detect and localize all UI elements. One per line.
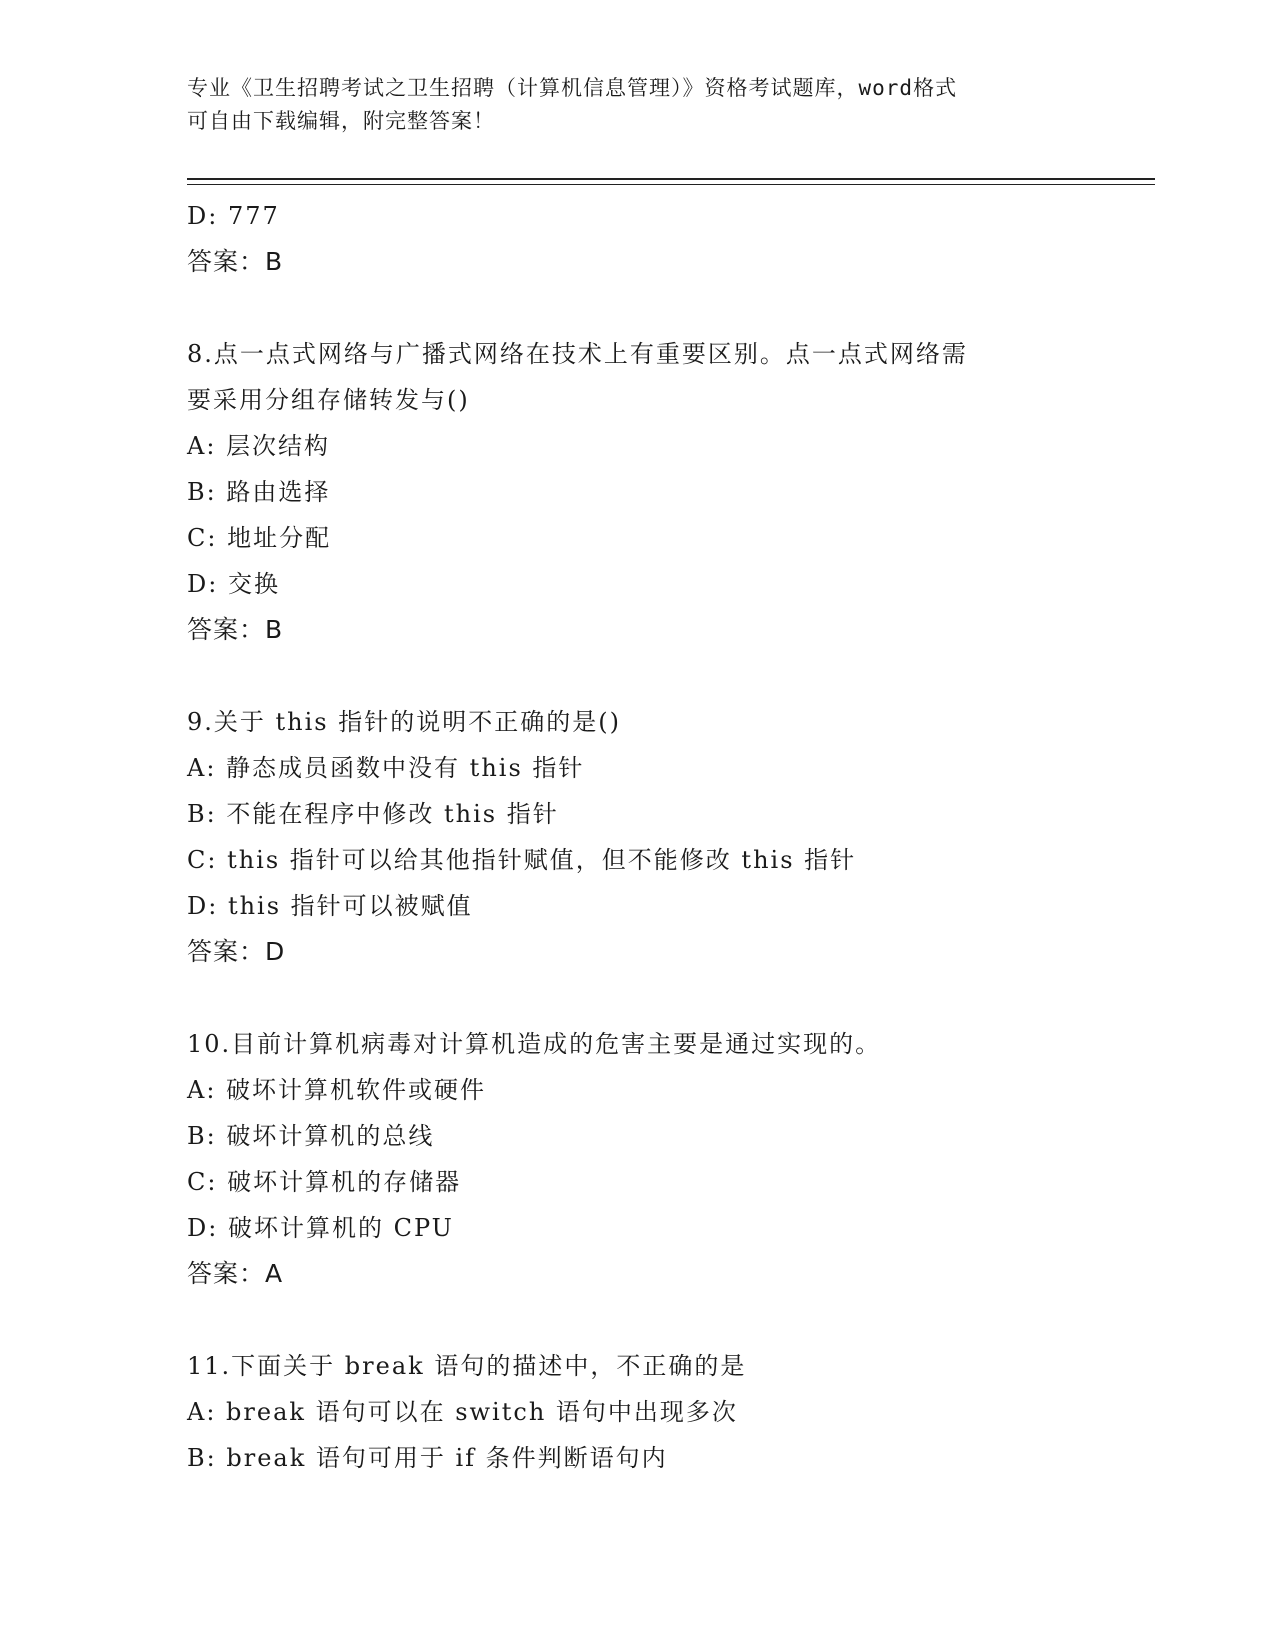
option-a: A: 破坏计算机软件或硬件: [187, 1076, 487, 1104]
question-11: [187, 1343, 1155, 1481]
document-header: [187, 72, 1087, 138]
header-divider-thin: [187, 184, 1155, 185]
option-c: C: this 指针可以给其他指针赋值，但不能修改 this 指针: [187, 846, 857, 874]
question-10: [187, 1021, 1155, 1297]
option-d: D: this 指针可以被赋值: [187, 892, 473, 920]
question-9: [187, 699, 1155, 975]
option-c: C: 破坏计算机的存储器: [187, 1168, 462, 1196]
option-b: B: break 语句可用于 if 条件判断语句内: [187, 1444, 668, 1472]
option-b: B: 路由选择: [187, 478, 331, 506]
answer: 答案：B: [187, 615, 284, 644]
answer: 答案：A: [187, 1259, 284, 1288]
question-8: [187, 331, 1155, 653]
question-stem-line-1: 8.点一点式网络与广播式网络在技术上有重要区别。点一点式网络需: [187, 340, 968, 368]
option-a: A: 静态成员函数中没有 this 指针: [187, 754, 585, 782]
option-d: D: 777: [187, 202, 280, 230]
question-stem: 11.下面关于 break 语句的描述中，不正确的是: [187, 1352, 747, 1380]
option-d: D: 破坏计算机的 CPU: [187, 1214, 454, 1242]
option-b: B: 破坏计算机的总线: [187, 1122, 435, 1150]
question-stem: 10.目前计算机病毒对计算机造成的危害主要是通过实现的。: [187, 1030, 882, 1058]
question-stem-line-2: 要采用分组存储转发与(): [187, 386, 470, 414]
header-line-1: 专业《卫生招聘考试之卫生招聘（计算机信息管理）》资格考试题库，word格式: [187, 76, 958, 100]
header-divider-thick: [187, 178, 1155, 180]
option-c: C: 地址分配: [187, 524, 332, 552]
option-b: B: 不能在程序中修改 this 指针: [187, 800, 559, 828]
answer: 答案：D: [187, 937, 286, 966]
prev-question: [187, 193, 1155, 285]
spacer: [187, 1297, 1155, 1343]
question-stem: 9.关于 this 指针的说明不正确的是(): [187, 708, 621, 736]
answer: 答案：B: [187, 247, 284, 276]
spacer: [187, 653, 1155, 699]
spacer: [187, 975, 1155, 1021]
question-list: [187, 193, 1155, 1481]
option-d: D: 交换: [187, 570, 280, 598]
spacer: [187, 285, 1155, 331]
header-line-2: 可自由下载编辑，附完整答案！: [187, 109, 495, 133]
option-a: A: 层次结构: [187, 432, 331, 460]
option-a: A: break 语句可以在 switch 语句中出现多次: [187, 1398, 738, 1426]
